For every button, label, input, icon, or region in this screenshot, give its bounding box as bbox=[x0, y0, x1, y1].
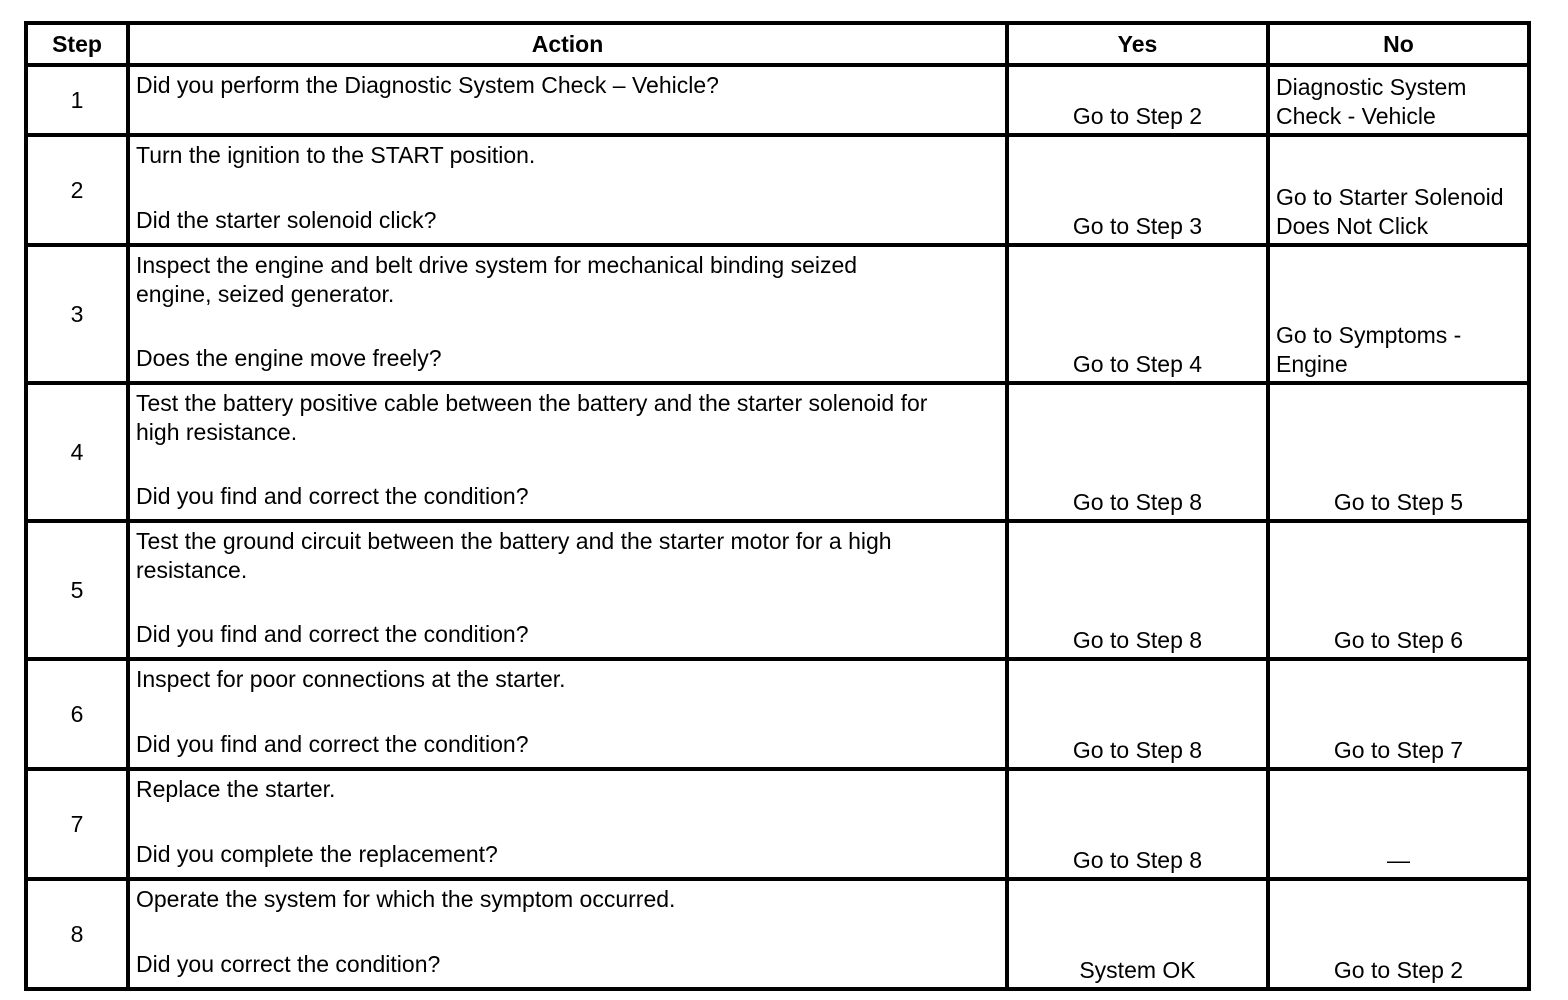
action-cell bbox=[128, 135, 1007, 245]
yes-result: System OK bbox=[1007, 879, 1268, 989]
no-result bbox=[1268, 135, 1529, 245]
step-number: 7 bbox=[26, 769, 128, 879]
action-cell bbox=[128, 521, 1007, 659]
action-question: Did the starter solenoid click? bbox=[136, 207, 437, 233]
header-row bbox=[26, 23, 1529, 65]
no-result bbox=[1268, 383, 1529, 521]
action-cell bbox=[128, 383, 1007, 521]
step-number: 1 bbox=[26, 65, 128, 135]
action-cell bbox=[128, 245, 1007, 383]
action-cell bbox=[128, 65, 1007, 135]
action-question: Did you complete the replacement? bbox=[136, 841, 498, 867]
table-row bbox=[26, 659, 1529, 769]
action-text: Replace the starter. bbox=[136, 776, 336, 802]
action-question: Did you find and correct the condition? bbox=[136, 621, 529, 647]
action-question: Did you find and correct the condition? bbox=[136, 731, 529, 757]
spacer bbox=[136, 585, 999, 620]
action-cell bbox=[128, 879, 1007, 989]
step-number: 4 bbox=[26, 383, 128, 521]
no-result-text: Go to Symptoms - bbox=[1276, 322, 1462, 348]
yes-result: Go to Step 4 bbox=[1007, 245, 1268, 383]
table-row bbox=[26, 245, 1529, 383]
action-text: Inspect the engine and belt drive system for mechanical binding seized bbox=[136, 252, 858, 278]
action-text: resistance. bbox=[136, 557, 248, 583]
no-result-text: Go to Step 7 bbox=[1333, 737, 1464, 763]
yes-result: Go to Step 8 bbox=[1007, 769, 1268, 879]
action-question: Does the engine move freely? bbox=[136, 345, 442, 371]
diagnostic-table bbox=[24, 21, 1531, 991]
no-result-text: — bbox=[1387, 847, 1410, 873]
no-result bbox=[1268, 879, 1529, 989]
no-result-text: Does Not Click bbox=[1276, 213, 1429, 239]
no-result-text: Go to Step 6 bbox=[1333, 627, 1464, 653]
yes-result: Go to Step 8 bbox=[1007, 521, 1268, 659]
action-text: Operate the system for which the symptom occurred. bbox=[136, 886, 676, 912]
no-result-text: Go to Step 5 bbox=[1333, 489, 1464, 515]
step-number: 2 bbox=[26, 135, 128, 245]
header-no: No bbox=[1268, 23, 1529, 65]
action-text: high resistance. bbox=[136, 419, 298, 445]
table-row bbox=[26, 383, 1529, 521]
yes-result: Go to Step 3 bbox=[1007, 135, 1268, 245]
no-result bbox=[1268, 659, 1529, 769]
spacer bbox=[136, 309, 999, 344]
action-question: Did you correct the condition? bbox=[136, 951, 441, 977]
no-result-text: Check - Vehicle bbox=[1276, 103, 1436, 129]
no-result bbox=[1268, 245, 1529, 383]
action-question: Did you find and correct the condition? bbox=[136, 483, 529, 509]
step-number: 8 bbox=[26, 879, 128, 989]
action-text: Turn the ignition to the START position. bbox=[136, 142, 536, 168]
step-number: 6 bbox=[26, 659, 128, 769]
header-action: Action bbox=[128, 23, 1007, 65]
table-row bbox=[26, 135, 1529, 245]
no-result bbox=[1268, 521, 1529, 659]
table-row bbox=[26, 65, 1529, 135]
table-body bbox=[26, 65, 1529, 989]
no-result bbox=[1268, 65, 1529, 135]
no-result-text: Go to Step 2 bbox=[1333, 957, 1464, 983]
step-number: 5 bbox=[26, 521, 128, 659]
spacer bbox=[136, 914, 999, 950]
table-row bbox=[26, 879, 1529, 989]
spacer bbox=[136, 170, 999, 206]
no-result-text: Go to Starter Solenoid bbox=[1276, 184, 1504, 210]
action-cell bbox=[128, 659, 1007, 769]
no-result-text: Engine bbox=[1276, 351, 1348, 377]
action-cell bbox=[128, 769, 1007, 879]
table-row bbox=[26, 769, 1529, 879]
spacer bbox=[136, 694, 999, 730]
no-result bbox=[1268, 769, 1529, 879]
spacer bbox=[136, 447, 999, 482]
step-number: 3 bbox=[26, 245, 128, 383]
header-step: Step bbox=[26, 23, 128, 65]
yes-result: Go to Step 8 bbox=[1007, 659, 1268, 769]
yes-result: Go to Step 8 bbox=[1007, 383, 1268, 521]
yes-result: Go to Step 2 bbox=[1007, 65, 1268, 135]
action-text: Test the battery positive cable between the battery and the starter solenoid for bbox=[136, 390, 928, 416]
action-text: Did you perform the Diagnostic System Check – Vehicle? bbox=[136, 72, 719, 98]
spacer bbox=[136, 804, 999, 840]
no-result-text: Diagnostic System bbox=[1276, 74, 1467, 100]
table-row bbox=[26, 521, 1529, 659]
action-text: engine, seized generator. bbox=[136, 281, 395, 307]
action-text: Inspect for poor connections at the starter. bbox=[136, 666, 566, 692]
action-text: Test the ground circuit between the battery and the starter motor for a high bbox=[136, 528, 892, 554]
header-yes: Yes bbox=[1007, 23, 1268, 65]
